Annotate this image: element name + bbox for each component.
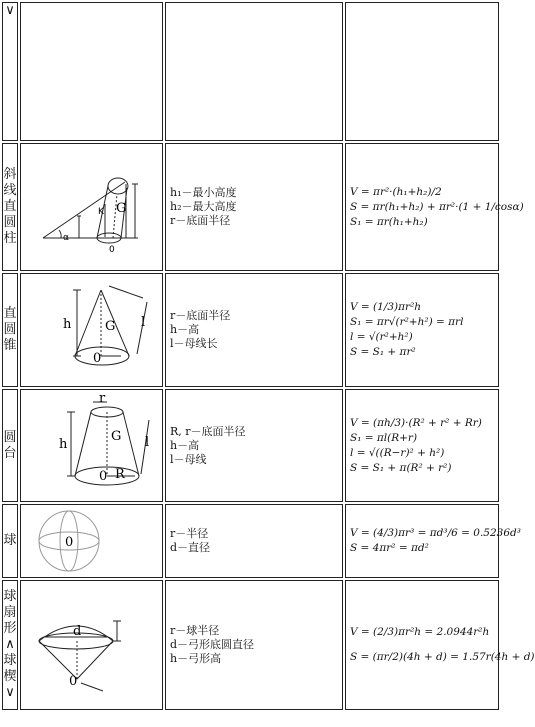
variable-line: h₁－最小高度 (170, 186, 237, 199)
shape-name-char: 台 (3, 445, 17, 461)
variables-cell (165, 2, 343, 141)
table-row-0 (2, 2, 499, 141)
variable-line: l－母线 (170, 452, 207, 466)
shape-name-char: 线 (3, 183, 17, 198)
variable-line: l－母线长 (170, 337, 218, 350)
fig-label-h: h (63, 317, 72, 332)
shape-name-char: ∨ (5, 3, 15, 18)
table-row-spherical-sector (2, 580, 499, 710)
fig-label-o: 0 (109, 245, 115, 255)
formula-line: V = (πh/3)·(R² + r² + Rr) (350, 416, 482, 429)
shape-name-char: 球 (3, 653, 17, 668)
fig-label-d: d (73, 624, 82, 639)
formula-line: V = (1/3)πr²h (350, 301, 422, 313)
variable-line: h－高 (170, 323, 200, 336)
oblique-cylinder-figure (21, 144, 162, 270)
shape-name-char: ∧ (5, 637, 15, 652)
formula-line: l = √((R−r)² + h²) (350, 446, 445, 459)
shape-name-cell (2, 580, 18, 710)
variables-cell (165, 580, 343, 710)
shape-name-cell (2, 273, 18, 387)
figure-cell (20, 143, 163, 271)
cone-figure (21, 274, 162, 386)
variables-cell (165, 389, 343, 502)
formula-line: S = S₁ + πr² (350, 346, 416, 358)
figure-cell (20, 2, 163, 141)
frustum-figure (21, 390, 162, 501)
shape-name-char: 圆 (3, 322, 17, 337)
fig-label-alpha: α (63, 233, 69, 243)
fig-label-l: l (141, 315, 146, 330)
formula-line: V = (4/3)πr³ = πd³/6 = 0.5236d³ (350, 527, 521, 539)
shape-name-cell (2, 389, 18, 502)
variable-line: r－底面半径 (170, 309, 231, 322)
formula-line: S₁ = πl(R+r) (350, 431, 418, 444)
variable-line: r－球半径 (170, 624, 220, 637)
figure-cell (20, 389, 163, 502)
fig-label-o: 0 (93, 351, 102, 366)
shape-name-char: 扇 (3, 605, 17, 620)
formulas-cell (345, 273, 499, 387)
shape-name-char: 圆 (3, 215, 17, 230)
shape-name-char: 楔 (3, 669, 17, 684)
formulas-cell (345, 389, 499, 502)
variable-line: h－弓形高 (170, 652, 222, 665)
shape-name-cell (2, 2, 18, 141)
fig-label-r: r (99, 391, 106, 406)
fig-label-k: K (98, 207, 104, 217)
shape-name-char: ∨ (5, 685, 15, 700)
sphere-figure (21, 505, 162, 577)
formula-line: S = S₁ + π(R² + r²) (350, 461, 452, 474)
variable-line: r－半径 (170, 527, 209, 540)
fig-label-big-r: R (115, 467, 125, 482)
spherical-sector-figure (21, 581, 162, 709)
formula-line: S₁ = πr(h₁+h₂) (350, 215, 428, 228)
variable-line: d－弓形底圆直径 (170, 638, 255, 651)
formula-line: V = πr²·(h₁+h₂)/2 (350, 185, 442, 198)
variable-line: h₂－最大高度 (170, 200, 237, 213)
shape-name-char: 圆 (3, 429, 17, 445)
fig-label-o: 0 (65, 535, 74, 550)
formulas-cell (345, 504, 521, 578)
shape-name-char: 斜 (3, 167, 17, 182)
figure-cell (20, 273, 163, 387)
shape-name-char: 直 (3, 306, 17, 321)
variables-cell (165, 504, 343, 578)
fig-label-g: G (105, 319, 116, 334)
shape-name-char: 球 (3, 589, 17, 604)
shape-name-char: 直 (3, 199, 17, 214)
table-row-oblique-cylinder (2, 143, 499, 271)
shape-name-char: 球 (3, 533, 17, 548)
shape-name-cell (2, 143, 18, 271)
fig-label-o: 0 (69, 674, 78, 689)
formula-line: S = (πr/2)(4h + d) = 1.57r(4h + d) (350, 651, 535, 663)
formula-line: S = 4πr² = πd² (350, 542, 429, 554)
formulas-cell (345, 143, 524, 271)
variable-line: r－底面半径 (170, 214, 231, 227)
formula-line: S₁ = πr√(r²+h²) = πrl (350, 316, 464, 328)
formulas-cell (345, 580, 535, 710)
fig-label-g: G (111, 429, 122, 444)
formula-line: l = √(r²+h²) (350, 331, 413, 343)
formula-line: S = πr(h₁+h₂) + πr²·(1 + 1/cosα) (350, 200, 524, 213)
table-row-sphere (2, 504, 499, 578)
formula-line: V = (2/3)πr²h = 2.0944r²h (350, 626, 490, 638)
variables-cell (165, 273, 343, 387)
shape-name-char: 锥 (3, 338, 17, 353)
table-row-frustum (2, 389, 499, 502)
shape-name-char: 柱 (3, 231, 17, 246)
shape-name-cell (2, 504, 18, 578)
figure-cell (20, 580, 163, 710)
fig-label-h: h (59, 437, 68, 452)
fig-label-o: 0 (99, 469, 108, 484)
variables-cell (165, 143, 343, 271)
fig-label-g: G (116, 201, 127, 216)
table-row-right-cone (2, 273, 499, 387)
formulas-cell (345, 2, 499, 141)
shape-name-char: 形 (3, 621, 17, 636)
variable-line: R, r－底面半径 (170, 424, 246, 438)
figure-cell (20, 504, 163, 578)
variable-line: h－高 (170, 438, 200, 452)
fig-label-l: l (145, 435, 150, 450)
variable-line: d－直径 (170, 541, 211, 554)
